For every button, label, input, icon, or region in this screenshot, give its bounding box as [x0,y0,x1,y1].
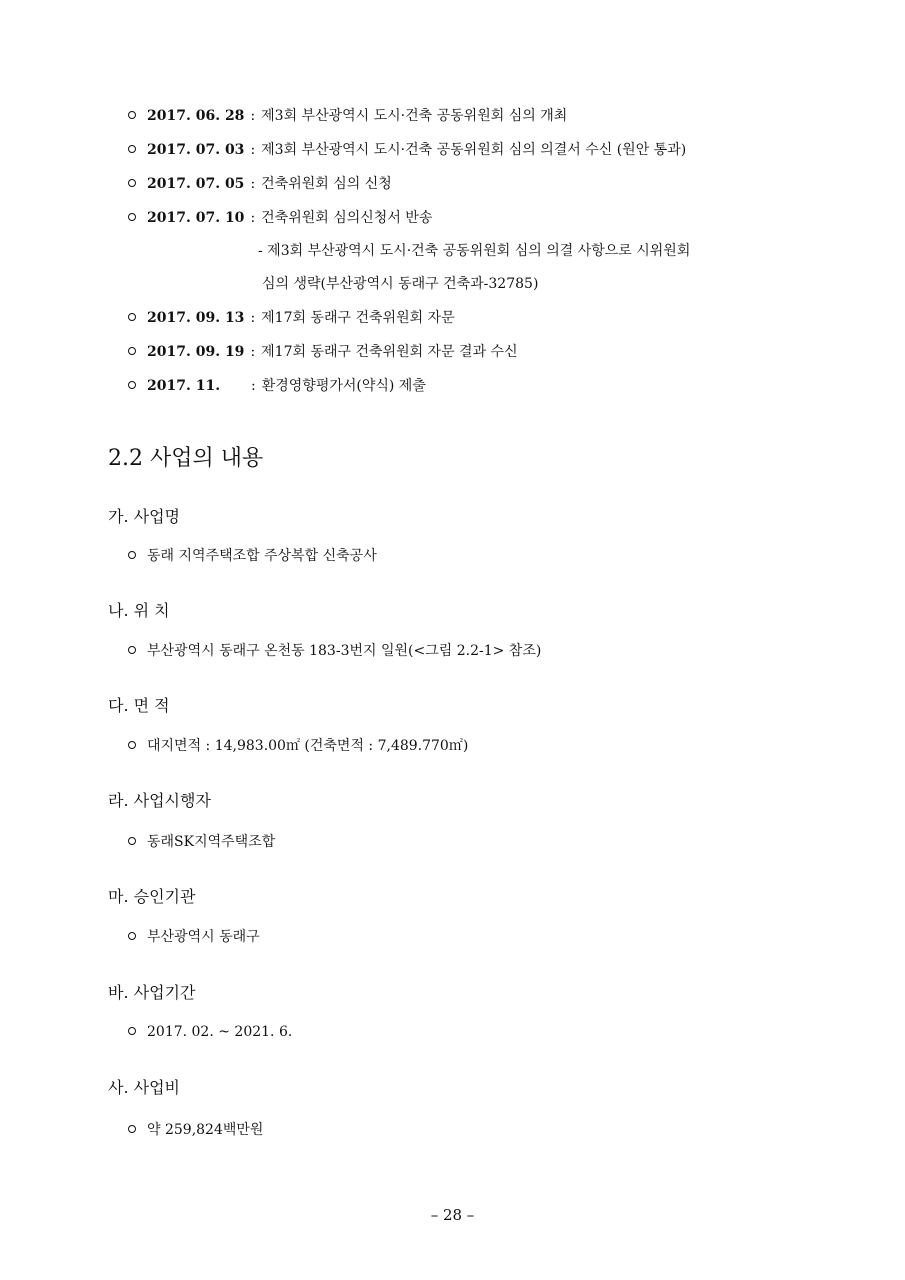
timeline-item [128,174,392,194]
timeline-date: 2017. 06. 28 [147,108,245,124]
circle-bullet-icon [128,381,136,389]
timeline-date: 2017. 07. 10 [147,210,245,226]
subsection-heading: 라. 사업시행자 [108,791,211,810]
timeline-text: 건축위원회 심의신청서 반송 [261,210,433,226]
subsection-item-text: 동래SK지역주택조합 [147,834,276,850]
timeline-text: 건축위원회 심의 신청 [261,176,392,192]
timeline-separator: : [250,310,256,326]
section-title: 2.2 사업의 내용 [108,446,264,471]
timeline-date: 2017. 11. [147,378,221,394]
circle-bullet-icon [128,145,136,153]
timeline-separator: : [250,344,256,360]
circle-bullet-icon [128,551,136,559]
subsection-item-text: 부산광역시 동래구 온천동 183-3번지 일원(<그림 2.2-1> 참조) [147,643,542,659]
timeline-separator: : [250,176,256,192]
subsection-item-text: 대지면적 : 14,983.00㎡ (건축면적 : 7,489.770㎡) [147,738,469,754]
timeline-date: 2017. 09. 19 [147,344,245,360]
timeline-note-line-1: - 제3회 부산광역시 도시·건축 공동위원회 심의 의결 사항으로 시위원회 [258,243,691,259]
timeline-text: 환경영향평가서(약식) 제출 [261,378,426,394]
timeline-text: 제3회 부산광역시 도시·건축 공동위원회 심의 개최 [261,108,568,124]
subsection-item [128,546,377,566]
subsection-item-text: 부산광역시 동래구 [147,929,260,945]
subsection-item [128,736,468,756]
timeline-item [128,308,455,328]
timeline-separator: : [251,378,256,394]
subsection-item [128,641,541,661]
subsection-item-text: 2017. 02. ~ 2021. 6. [147,1024,293,1040]
subsection-heading: 사. 사업비 [108,1078,180,1097]
timeline-text: 제3회 부산광역시 도시·건축 공동위원회 심의 의결서 수신 (원안 통과) [261,142,687,158]
circle-bullet-icon [128,213,136,221]
timeline-item [128,106,567,126]
timeline-text: 제17회 동래구 건축위원회 자문 [261,310,455,326]
circle-bullet-icon [128,837,136,845]
subsection-heading: 나. 위 치 [108,601,170,620]
subsection-item-text: 약 259,824백만원 [147,1122,264,1138]
timeline-item [128,342,518,362]
page-number: – 28 – [430,1206,475,1224]
timeline-separator: : [250,210,256,226]
subsection-heading: 마. 승인기관 [108,887,196,906]
timeline-separator: : [250,142,256,158]
subsection-item [128,1120,263,1140]
circle-bullet-icon [128,646,136,654]
circle-bullet-icon [128,1125,136,1133]
circle-bullet-icon [128,741,136,749]
timeline-separator: : [250,108,256,124]
timeline-date: 2017. 09. 13 [147,310,245,326]
subsection-item [128,832,275,852]
timeline-item [128,140,686,160]
circle-bullet-icon [128,111,136,119]
circle-bullet-icon [128,179,136,187]
timeline-date: 2017. 07. 03 [147,142,245,158]
subsection-heading: 다. 면 적 [108,696,170,715]
subsection-item-text: 동래 지역주택조합 주상복합 신축공사 [147,548,377,564]
circle-bullet-icon [128,347,136,355]
subsection-heading: 바. 사업기간 [108,983,196,1002]
circle-bullet-icon [128,1027,136,1035]
timeline-item [128,376,426,396]
circle-bullet-icon [128,313,136,321]
circle-bullet-icon [128,932,136,940]
timeline-item [128,208,432,228]
timeline-date: 2017. 07. 05 [147,176,245,192]
subsection-heading: 가. 사업명 [108,507,180,526]
timeline-note-line-2: 심의 생략(부산광역시 동래구 건축과-32785) [262,276,539,292]
subsection-item [128,1022,292,1042]
timeline-text: 제17회 동래구 건축위원회 자문 결과 수신 [261,344,518,360]
subsection-item [128,927,260,947]
